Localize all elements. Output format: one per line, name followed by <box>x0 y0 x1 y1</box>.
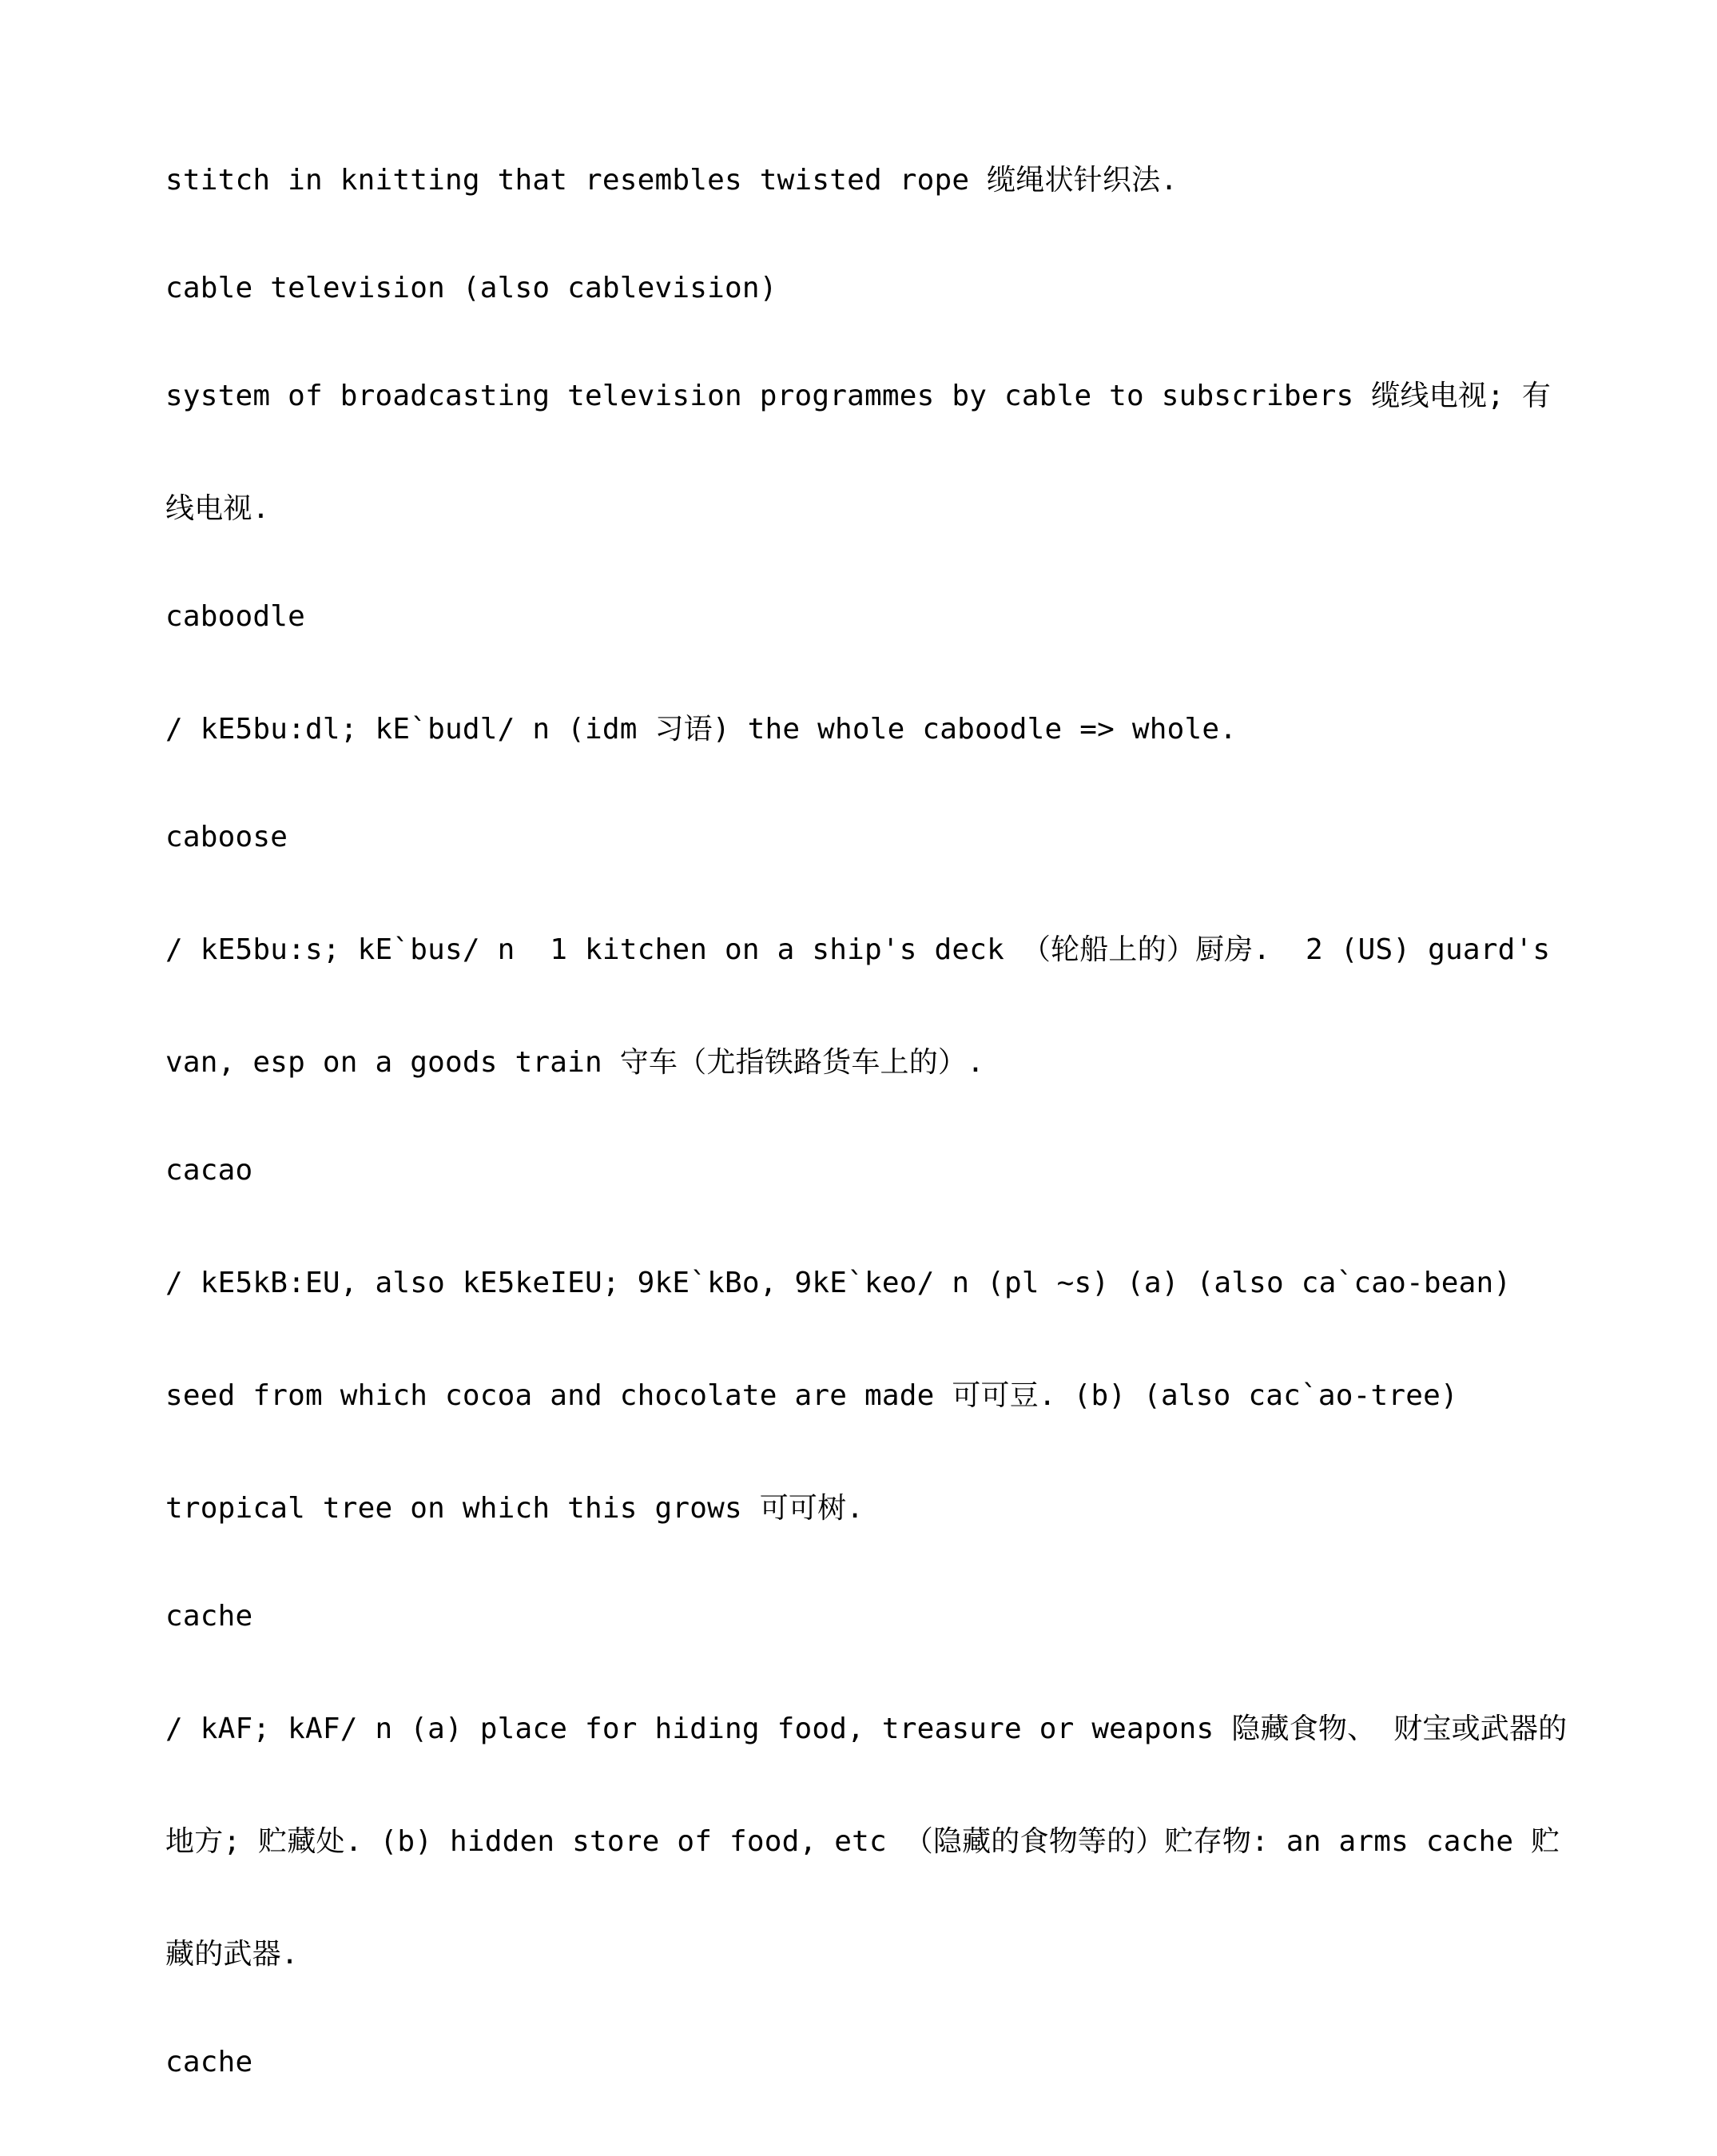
text-line: / kE5kB:EU, also kE5keIEU; 9kE`kBo, 9kE`keo/ n (pl ~s) (a) (also ca`cao-bean) <box>165 1267 1512 1299</box>
headword-line: cable television (also cablevision) <box>165 272 777 304</box>
headword-line: cache <box>165 1600 253 1633</box>
text-line: seed from which cocoa and chocolate are made 可可豆. (b) (also cac`ao-tree) <box>165 1379 1458 1412</box>
headword-line: caboose <box>165 821 288 853</box>
text-line: system of broadcasting television programmes by cable to subscribers 缆线电视; 有 <box>165 380 1552 412</box>
text-line: / kE5bu:s; kE`bus/ n 1 kitchen on a ship's deck （轮船上的）厨房. 2 (US) guard's <box>165 933 1551 966</box>
headword-line: cacao <box>165 1154 253 1187</box>
text-line: 地方; 贮藏处. (b) hidden store of food, etc （隐藏的食物等的）贮存物: an arms cache 贮 <box>165 1825 1560 1858</box>
text-line: / kAF; kAF/ n (a) place for hiding food, treasure or weapons 隐藏食物、 财宝或武器的 <box>165 1712 1568 1745</box>
text-line: tropical tree on which this grows 可可树. <box>165 1492 864 1525</box>
text-line: 线电视. <box>165 492 270 525</box>
text-line: / kE5bu:dl; kE`budl/ n (idm 习语) the whole caboodle => whole. <box>165 713 1238 746</box>
headword-line: cache <box>165 2046 253 2078</box>
dictionary-text-block <box>165 86 1572 2156</box>
text-line: van, esp on a goods train 守车（尤指铁路货车上的）. <box>165 1046 984 1079</box>
headword-line: caboodle <box>165 600 305 633</box>
text-line: stitch in knitting that resembles twisted rope 缆绳状针织法. <box>165 164 1178 197</box>
text-line: 藏的武器. <box>165 1938 299 1971</box>
